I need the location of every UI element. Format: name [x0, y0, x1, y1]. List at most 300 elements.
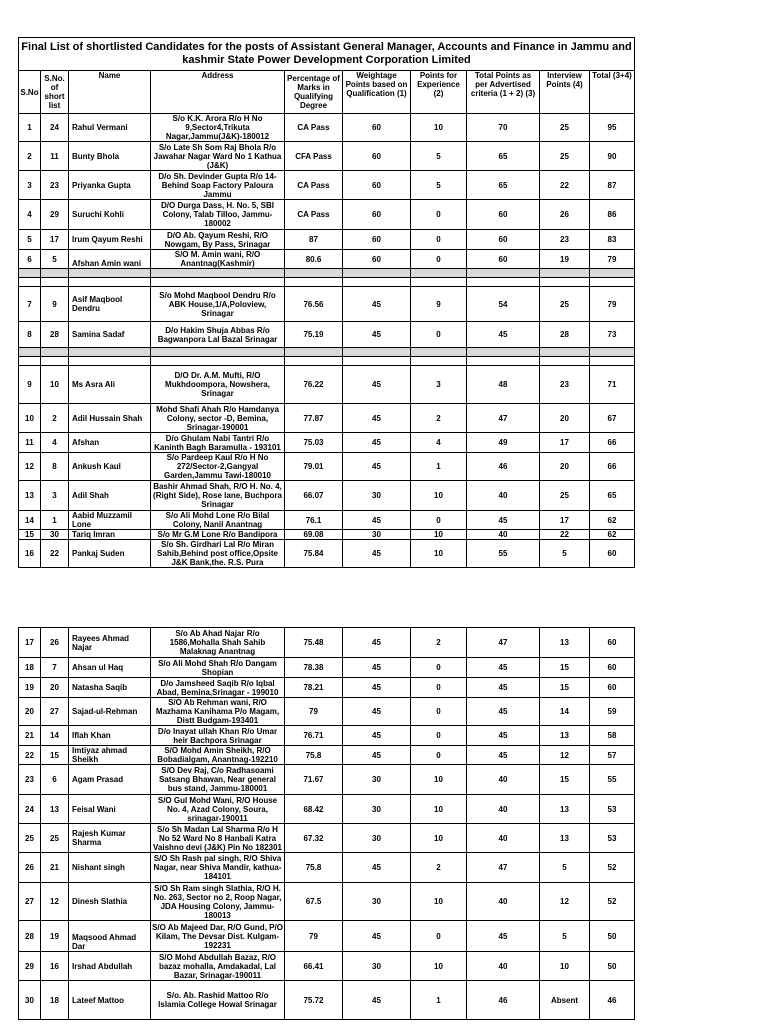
cell-weightage: 45: [343, 921, 411, 952]
cell-total-points: 40: [467, 883, 540, 921]
cell-interview-points: 19: [540, 250, 590, 269]
candidate-row: [19, 824, 635, 853]
separator-cell: [411, 357, 467, 366]
cell-weightage: 30: [343, 952, 411, 981]
cell-total-points: 45: [467, 658, 540, 678]
cell-experience: 10: [411, 795, 467, 824]
cell-total: 60: [590, 678, 635, 698]
separator-cell: [343, 278, 411, 287]
separator-row: [19, 348, 635, 357]
cell-address: S/o K.K. Arora R/o H No 9,Sector4,Trikuta Nagar,Jammu(J&K)-180012: [151, 114, 285, 142]
cell-name: Agam Prasad: [69, 765, 151, 795]
separator-cell: [19, 348, 41, 357]
cell-sno: 9: [19, 366, 41, 404]
candidate-row: [19, 765, 635, 795]
separator-cell: [590, 357, 635, 366]
cell-name: Afshan: [69, 433, 151, 453]
cell-experience: 0: [411, 230, 467, 250]
cell-address: D/o Sh. Devinder Gupta R/o 14-Behind Soap Factory Paloura Jammu: [151, 171, 285, 200]
cell-short-list-no: 17: [41, 230, 69, 250]
cell-address: D/o Hakim Shuja Abbas R/o Bagwanpora Lal Bazal Srinagar: [151, 322, 285, 348]
cell-interview-points: 28: [540, 322, 590, 348]
cell-sno: 8: [19, 322, 41, 348]
cell-address: S/o Sh. Girdhari Lal R/o Miran Sahib,Behind post office,Opsite J&K Bank,the. R.S. Pura: [151, 540, 285, 568]
cell-weightage: 30: [343, 530, 411, 540]
candidate-row: [19, 322, 635, 348]
cell-short-list-no: 8: [41, 453, 69, 481]
cell-total-points: 54: [467, 287, 540, 322]
separator-cell: [41, 278, 69, 287]
cell-short-list-no: 18: [41, 981, 69, 1020]
separator-cell: [467, 269, 540, 278]
separator-cell: [69, 269, 151, 278]
cell-short-list-no: 13: [41, 795, 69, 824]
header-percentage: Percentage of Marks in Qualifying Degree: [285, 71, 343, 114]
cell-percentage: 67.32: [285, 824, 343, 853]
candidate-row: [19, 453, 635, 481]
cell-name: Asif Maqbool Dendru: [69, 287, 151, 322]
cell-percentage: CA Pass: [285, 171, 343, 200]
separator-row: [19, 278, 635, 287]
separator-cell: [69, 278, 151, 287]
cell-name: Maqsood Ahmad Dar: [69, 921, 151, 952]
separator-cell: [590, 278, 635, 287]
cell-name: Dinesh Slathia: [69, 883, 151, 921]
cell-total: 57: [590, 746, 635, 765]
cell-name: Rajesh Kumar Sharma: [69, 824, 151, 853]
cell-weightage: 45: [343, 746, 411, 765]
cell-address: D/o Jamsheed Saqib R/o Iqbal Abad, Bemina,Srinagar - 199010: [151, 678, 285, 698]
cell-interview-points: 14: [540, 698, 590, 726]
cell-percentage: 76.1: [285, 511, 343, 530]
cell-address: S/o Sh Madan Lal Sharma R/o H No 52 Ward No 8 Hanbali Katra Vaishno devi (J&K) Pin No 182301: [151, 824, 285, 853]
cell-short-list-no: 14: [41, 726, 69, 746]
cell-weightage: 45: [343, 678, 411, 698]
candidate-row: [19, 287, 635, 322]
header-weightage: Weightage Points based on Qualification (1): [343, 71, 411, 114]
cell-sno: 5: [19, 230, 41, 250]
cell-percentage: 75.8: [285, 853, 343, 883]
candidate-row: [19, 142, 635, 171]
cell-total: 50: [590, 921, 635, 952]
cell-total-points: 40: [467, 530, 540, 540]
cell-sno: 19: [19, 678, 41, 698]
cell-total-points: 45: [467, 746, 540, 765]
cell-weightage: 45: [343, 404, 411, 433]
separator-cell: [467, 348, 540, 357]
cell-percentage: 79.01: [285, 453, 343, 481]
separator-cell: [540, 357, 590, 366]
cell-experience: 2: [411, 853, 467, 883]
candidate-row: [19, 658, 635, 678]
cell-total-points: 60: [467, 250, 540, 269]
cell-name: Irshad Abdullah: [69, 952, 151, 981]
cell-interview-points: 22: [540, 171, 590, 200]
cell-name: Ankush Kaul: [69, 453, 151, 481]
cell-weightage: 45: [343, 322, 411, 348]
cell-short-list-no: 30: [41, 530, 69, 540]
cell-percentage: 67.5: [285, 883, 343, 921]
cell-total: 86: [590, 200, 635, 230]
cell-total: 60: [590, 540, 635, 568]
cell-weightage: 60: [343, 230, 411, 250]
cell-percentage: 66.41: [285, 952, 343, 981]
header-address: Address: [151, 71, 285, 114]
cell-interview-points: 22: [540, 530, 590, 540]
separator-cell: [411, 278, 467, 287]
cell-name: Sajad-ul-Rehman: [69, 698, 151, 726]
cell-short-list-no: 22: [41, 540, 69, 568]
cell-experience: 3: [411, 366, 467, 404]
cell-experience: 2: [411, 404, 467, 433]
cell-name: Rayees Ahmad Najar: [69, 628, 151, 658]
cell-total-points: 47: [467, 404, 540, 433]
cell-total-points: 46: [467, 453, 540, 481]
cell-name: Feisal Wani: [69, 795, 151, 824]
cell-short-list-no: 25: [41, 824, 69, 853]
cell-experience: 0: [411, 678, 467, 698]
cell-total: 59: [590, 698, 635, 726]
cell-total: 65: [590, 481, 635, 511]
cell-total: 58: [590, 726, 635, 746]
cell-address: D/O Durga Dass, H. No. 5, SBI Colony, Talab Tilloo, Jammu-180002: [151, 200, 285, 230]
cell-total: 53: [590, 795, 635, 824]
cell-percentage: 69.08: [285, 530, 343, 540]
cell-total-points: 49: [467, 433, 540, 453]
cell-interview-points: 20: [540, 453, 590, 481]
cell-percentage: 76.71: [285, 726, 343, 746]
cell-name: Adil Shah: [69, 481, 151, 511]
cell-percentage: 79: [285, 698, 343, 726]
cell-experience: 1: [411, 981, 467, 1020]
cell-short-list-no: 7: [41, 658, 69, 678]
cell-name: Afshan Amin wani: [69, 250, 151, 269]
cell-sno: 12: [19, 453, 41, 481]
cell-name: Nishant singh: [69, 853, 151, 883]
cell-weightage: 60: [343, 200, 411, 230]
cell-total: 95: [590, 114, 635, 142]
cell-total-points: 40: [467, 952, 540, 981]
separator-cell: [411, 348, 467, 357]
cell-sno: 23: [19, 765, 41, 795]
cell-experience: 10: [411, 114, 467, 142]
cell-weightage: 45: [343, 433, 411, 453]
cell-interview-points: 13: [540, 824, 590, 853]
cell-interview-points: 23: [540, 230, 590, 250]
cell-weightage: 45: [343, 726, 411, 746]
cell-short-list-no: 3: [41, 481, 69, 511]
separator-cell: [151, 278, 285, 287]
cell-address: S/o. Ab. Rashid Mattoo R/o Islamia College Howal Srinagar: [151, 981, 285, 1020]
cell-short-list-no: 27: [41, 698, 69, 726]
cell-address: S/O Dev Raj, C/o Radhasoami Satsang Bhawan, Near general bus stand, Jammu-180001: [151, 765, 285, 795]
cell-experience: 0: [411, 746, 467, 765]
cell-address: S/O Gul Mohd Wani, R/O House No. 4, Azad Colony, Soura, srinagar-190011: [151, 795, 285, 824]
separator-cell: [151, 269, 285, 278]
candidates-table-part-1: [18, 37, 635, 568]
cell-address: D/O Ab. Qayum Reshi, R/O Nowgam, By Pass, Srinagar: [151, 230, 285, 250]
cell-name: Lateef Mattoo: [69, 981, 151, 1020]
candidate-row: [19, 366, 635, 404]
cell-percentage: 79: [285, 921, 343, 952]
cell-experience: 0: [411, 658, 467, 678]
cell-experience: 10: [411, 883, 467, 921]
cell-total: 66: [590, 433, 635, 453]
cell-weightage: 45: [343, 658, 411, 678]
cell-total: 62: [590, 530, 635, 540]
cell-total: 46: [590, 981, 635, 1020]
header-name: Name: [69, 71, 151, 114]
cell-total: 71: [590, 366, 635, 404]
cell-sno: 24: [19, 795, 41, 824]
cell-percentage: 76.56: [285, 287, 343, 322]
cell-percentage: 78.38: [285, 658, 343, 678]
cell-total: 73: [590, 322, 635, 348]
cell-experience: 0: [411, 511, 467, 530]
cell-percentage: 76.22: [285, 366, 343, 404]
cell-name: Iflah Khan: [69, 726, 151, 746]
cell-interview-points: 13: [540, 795, 590, 824]
separator-cell: [540, 348, 590, 357]
cell-short-list-no: 20: [41, 678, 69, 698]
cell-interview-points: 20: [540, 404, 590, 433]
candidate-row: [19, 511, 635, 530]
cell-experience: 0: [411, 250, 467, 269]
cell-interview-points: 25: [540, 114, 590, 142]
separator-cell: [19, 278, 41, 287]
cell-interview-points: 12: [540, 746, 590, 765]
cell-address: D/o Ghulam Nabi Tantri R/o Kaninth Bagh Baramulla - 193101: [151, 433, 285, 453]
cell-percentage: 68.42: [285, 795, 343, 824]
cell-experience: 0: [411, 698, 467, 726]
cell-percentage: 80.6: [285, 250, 343, 269]
cell-experience: 0: [411, 322, 467, 348]
candidate-row: [19, 883, 635, 921]
separator-cell: [151, 348, 285, 357]
cell-address: S/o Ab Ahad Najar R/o 1586,Mohalla Shah Sahib Malaknag Anantnag: [151, 628, 285, 658]
cell-address: S/o Ali Mohd Shah R/o Dangam Shopian: [151, 658, 285, 678]
cell-name: Samina Sadaf: [69, 322, 151, 348]
cell-interview-points: 17: [540, 433, 590, 453]
cell-address: S/O Mohd Amin Sheikh, R/O Bobadialgam, Anantnag-192210: [151, 746, 285, 765]
header-sno-short: S.No. of short list: [41, 71, 69, 114]
cell-address: S/o Late Sh Som Raj Bhola R/o Jawahar Nagar Ward No 1 Kathua (J&K): [151, 142, 285, 171]
candidate-row: [19, 433, 635, 453]
header-sno: S.No: [19, 71, 41, 114]
cell-total: 79: [590, 287, 635, 322]
cell-weightage: 45: [343, 366, 411, 404]
cell-weightage: 45: [343, 628, 411, 658]
cell-weightage: 60: [343, 171, 411, 200]
cell-experience: 10: [411, 481, 467, 511]
cell-interview-points: 25: [540, 481, 590, 511]
cell-interview-points: 5: [540, 921, 590, 952]
cell-address: S/O Mohd Abdullah Bazaz, R/O bazaz mohalla, Amdakadal, Lal Bazar, Srinagar-190011: [151, 952, 285, 981]
cell-total: 79: [590, 250, 635, 269]
candidate-row: [19, 853, 635, 883]
separator-cell: [285, 278, 343, 287]
cell-sno: 2: [19, 142, 41, 171]
cell-total: 87: [590, 171, 635, 200]
separator-cell: [285, 357, 343, 366]
cell-experience: 0: [411, 726, 467, 746]
separator-cell: [285, 348, 343, 357]
cell-short-list-no: 5: [41, 250, 69, 269]
cell-total: 52: [590, 853, 635, 883]
separator-cell: [41, 357, 69, 366]
cell-short-list-no: 10: [41, 366, 69, 404]
separator-cell: [467, 278, 540, 287]
cell-interview-points: 5: [540, 540, 590, 568]
cell-name: Rahul Vermani: [69, 114, 151, 142]
separator-cell: [343, 357, 411, 366]
candidate-row: [19, 746, 635, 765]
cell-total: 90: [590, 142, 635, 171]
cell-name: Ahsan ul Haq: [69, 658, 151, 678]
cell-sno: 28: [19, 921, 41, 952]
cell-name: Pankaj Suden: [69, 540, 151, 568]
cell-total-points: 45: [467, 678, 540, 698]
cell-sno: 10: [19, 404, 41, 433]
candidate-row: [19, 726, 635, 746]
cell-total-points: 45: [467, 322, 540, 348]
cell-experience: 10: [411, 540, 467, 568]
cell-experience: 5: [411, 171, 467, 200]
cell-sno: 6: [19, 250, 41, 269]
cell-address: S/O Ab Majeed Dar, R/O Gund, P/O Kilam, The Devsar Dist. Kulgam-192231: [152, 922, 283, 950]
cell-percentage: 77.87: [285, 404, 343, 433]
cell-name: Priyanka Gupta: [69, 171, 151, 200]
candidate-row: [19, 981, 635, 1020]
cell-interview-points: 25: [540, 142, 590, 171]
cell-name: Tariq Imran: [69, 530, 151, 540]
cell-weightage: 60: [343, 250, 411, 269]
cell-weightage: 60: [343, 114, 411, 142]
cell-weightage: 45: [343, 698, 411, 726]
cell-sno: 17: [19, 628, 41, 658]
cell-name: Adil Hussain Shah: [69, 404, 151, 433]
cell-short-list-no: 15: [41, 746, 69, 765]
separator-cell: [343, 269, 411, 278]
separator-cell: [285, 269, 343, 278]
cell-total: 83: [590, 230, 635, 250]
cell-weightage: 30: [343, 795, 411, 824]
cell-total: 62: [590, 511, 635, 530]
header-total: Total (3+4): [590, 71, 635, 114]
cell-short-list-no: 11: [41, 142, 69, 171]
cell-sno: 18: [19, 658, 41, 678]
separator-cell: [69, 348, 151, 357]
cell-short-list-no: 9: [41, 287, 69, 322]
cell-weightage: 30: [343, 765, 411, 795]
cell-percentage: CA Pass: [285, 114, 343, 142]
cell-percentage: 75.19: [285, 322, 343, 348]
separator-cell: [590, 348, 635, 357]
cell-sno: 20: [19, 698, 41, 726]
cell-experience: 2: [411, 628, 467, 658]
cell-sno: 27: [19, 883, 41, 921]
separator-cell: [590, 269, 635, 278]
candidate-row: [19, 540, 635, 568]
cell-address: D/o Inayat ullah Khan R/o Umar heir Bachpora Srinagar: [151, 726, 285, 746]
cell-sno: 4: [19, 200, 41, 230]
candidate-row: [19, 200, 635, 230]
candidate-row: [19, 114, 635, 142]
cell-experience: 0: [411, 921, 467, 952]
cell-address: Mohd Shafi Ahah R/o Hamdanya Colony, sector -D, Bemina, Srinagar-190001: [151, 404, 285, 433]
cell-total-points: 45: [467, 726, 540, 746]
cell-total: 60: [590, 658, 635, 678]
cell-experience: 10: [411, 824, 467, 853]
separator-cell: [411, 269, 467, 278]
cell-address: S/o Ali Mohd Lone R/o Bilal Colony, Nanil Anantnag: [151, 511, 285, 530]
header-experience: Points for Experience (2): [411, 71, 467, 114]
cell-total-points: 55: [467, 540, 540, 568]
cell-total-points: 47: [467, 628, 540, 658]
cell-percentage: 75.72: [285, 981, 343, 1020]
cell-total-points: 47: [467, 853, 540, 883]
cell-sno: 11: [19, 433, 41, 453]
cell-name: Bunty Bhola: [69, 142, 151, 171]
cell-sno: 22: [19, 746, 41, 765]
candidate-row: [19, 404, 635, 433]
cell-sno: 16: [19, 540, 41, 568]
cell-sno: 7: [19, 287, 41, 322]
cell-total-points: 60: [467, 230, 540, 250]
cell-total: 52: [590, 883, 635, 921]
cell-interview-points: 17: [540, 511, 590, 530]
cell-total-points: 65: [467, 171, 540, 200]
cell-short-list-no: 24: [41, 114, 69, 142]
cell-name: Natasha Saqib: [69, 678, 151, 698]
cell-total-points: 46: [467, 981, 540, 1020]
candidate-row: [19, 678, 635, 698]
cell-percentage: 66.07: [285, 481, 343, 511]
cell-weightage: 45: [343, 511, 411, 530]
cell-address: S/o Pardeep Kaul R/o H No 272/Sector-2,Gangyal Garden,Jammu Tawi-180010: [151, 453, 285, 481]
cell-name: Aabid Muzzamil Lone: [69, 511, 151, 530]
cell-interview-points: 13: [540, 628, 590, 658]
cell-total-points: 45: [467, 921, 540, 952]
cell-interview-points: 23: [540, 366, 590, 404]
cell-short-list-no: 26: [41, 628, 69, 658]
cell-total: 60: [590, 628, 635, 658]
cell-total-points: 48: [467, 366, 540, 404]
cell-percentage: 78.21: [285, 678, 343, 698]
cell-weightage: 45: [343, 853, 411, 883]
cell-percentage: 87: [285, 230, 343, 250]
page-title: Final List of shortlisted Candidates for the posts of Assistant General Manager, Accounts and Finance in Jammu and kashmir State Power Development Corporation Limited: [19, 38, 635, 71]
candidate-row: [19, 698, 635, 726]
separator-cell: [19, 357, 41, 366]
cell-interview-points: 15: [540, 765, 590, 795]
cell-address: D/O Dr. A.M. Mufti, R/O Mukhdoompora, Nowshera, Srinagar: [151, 366, 285, 404]
cell-name: Irum Qayum Reshi: [69, 230, 151, 250]
header-row: [19, 71, 635, 114]
cell-address: S/O M. Amin wani, R/O Anantnag(Kashmir): [151, 250, 285, 269]
separator-cell: [151, 357, 285, 366]
cell-percentage: CFA Pass: [285, 142, 343, 171]
cell-name: Suruchi Kohli: [69, 200, 151, 230]
cell-sno: 30: [19, 981, 41, 1020]
cell-interview-points: 15: [540, 658, 590, 678]
separator-cell: [41, 348, 69, 357]
cell-interview-points: 10: [540, 952, 590, 981]
cell-total-points: 70: [467, 114, 540, 142]
header-total-points: Total Points as per Advertised criteria (1 + 2) (3): [467, 71, 540, 114]
cell-experience: 10: [411, 765, 467, 795]
cell-short-list-no: 28: [41, 322, 69, 348]
